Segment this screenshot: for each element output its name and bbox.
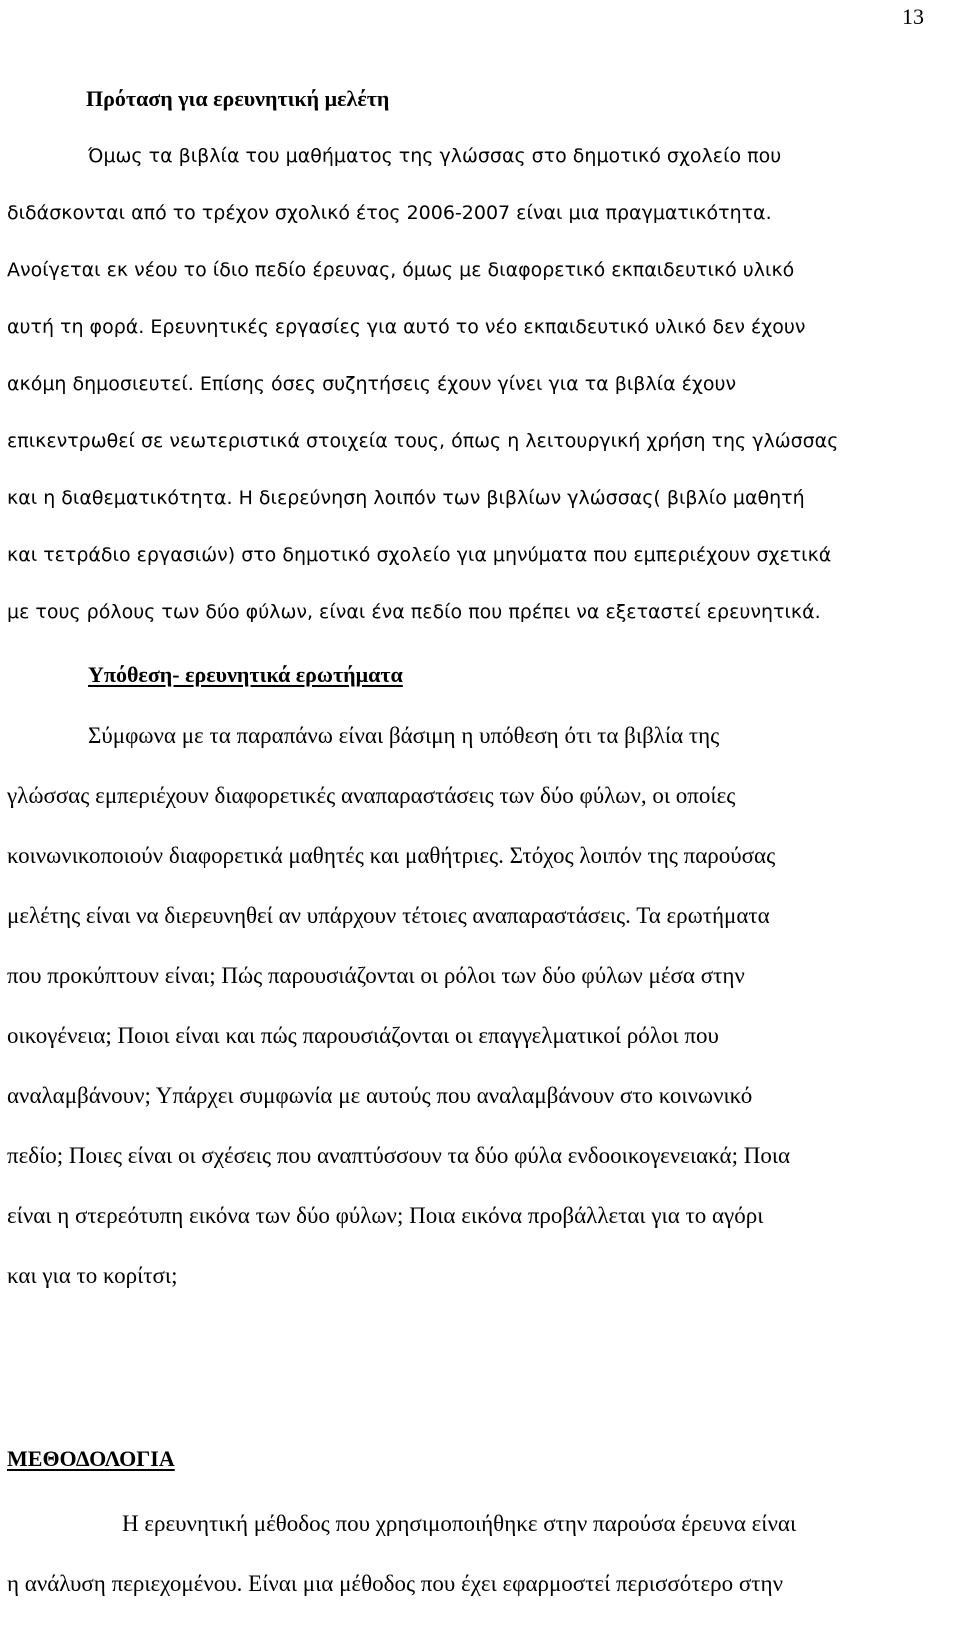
page-number: 13 [902, 4, 924, 29]
paragraph-line: ακόμη δημοσιευτεί. Επίσης όσες συζητήσεις έχουν γίνει για τα βιβλία έχουν [7, 373, 737, 395]
paragraph-line: Όμως τα βιβλία του μαθήματος της γλώσσας στο δημοτικό σχολείο που [88, 145, 782, 167]
paragraph-line: και τετράδιο εργασιών) στο δημοτικό σχολείο για μηνύματα που εμπεριέχουν σχετικά [7, 544, 832, 566]
paragraph-line: διδάσκονται από το τρέχον σχολικό έτος 2006-2007 είναι μια πραγματικότητα. [7, 202, 772, 224]
paragraph-line: που προκύπτουν είναι; Πώς παρουσιάζονται οι ρόλοι των δύο φύλων μέσα στην [7, 963, 745, 988]
paragraph-line: και η διαθεματικότητα. Η διερεύνηση λοιπόν των βιβλίων γλώσσας( βιβλίο μαθητή [7, 487, 805, 509]
paragraph-line: Η ερευνητική μέθοδος που χρησιμοποιήθηκε στην παρούσα έρευνα είναι [122, 1511, 797, 1536]
paragraph-line: αυτή τη φορά. Ερευνητικές εργασίες για αυτό το νέο εκπαιδευτικό υλικό δεν έχουν [7, 316, 806, 338]
section-heading-research-proposal: Πρόταση για ερευνητική μελέτη [86, 86, 390, 111]
paragraph-line: η ανάλυση περιεχομένου. Είναι μια μέθοδος που έχει εφαρμοστεί περισσότερο στην [7, 1571, 783, 1596]
paragraph-line: αναλαμβάνουν; Υπάρχει συμφωνία με αυτούς που αναλαμβάνουν στο κοινωνικό [7, 1083, 753, 1108]
paragraph-line: επικεντρωθεί σε νεωτεριστικά στοιχεία τους, όπως η λειτουργική χρήση της γλώσσας [7, 430, 839, 452]
section-heading-methodology: ΜΕΘΟΔΟΛΟΓΙΑ [7, 1446, 175, 1471]
paragraph-line: Σύμφωνα με τα παραπάνω είναι βάσιμη η υπόθεση ότι τα βιβλία της [88, 723, 720, 748]
paragraph-line: με τους ρόλους των δύο φύλων, είναι ένα πεδίο που πρέπει να εξεταστεί ερευνητικά. [7, 601, 821, 623]
paragraph-line: πεδίο; Ποιες είναι οι σχέσεις που αναπτύσσουν τα δύο φύλα ενδοοικογενειακά; Ποια [7, 1143, 791, 1168]
paragraph-line: κοινωνικοποιούν διαφορετικά μαθητές και μαθήτριες. Στόχος λοιπόν της παρούσας [7, 843, 776, 868]
section-heading-hypothesis: Υπόθεση- ερευνητικά ερωτήματα [88, 662, 403, 687]
paragraph-line: Ανοίγεται εκ νέου το ίδιο πεδίο έρευνας, όμως με διαφορετικό εκπαιδευτικό υλικό [7, 259, 795, 281]
paragraph-line: οικογένεια; Ποιοι είναι και πώς παρουσιάζονται οι επαγγελματικοί ρόλοι που [7, 1023, 719, 1048]
paragraph-line: γλώσσας εμπεριέχουν διαφορετικές αναπαραστάσεις των δύο φύλων, οι οποίες [7, 783, 736, 808]
paragraph-line: είναι η στερεότυπη εικόνα των δύο φύλων; Ποια εικόνα προβάλλεται για το αγόρι [7, 1203, 764, 1228]
paragraph-line: μελέτης είναι να διερευνηθεί αν υπάρχουν τέτοιες αναπαραστάσεις. Τα ερωτήματα [7, 903, 770, 928]
paragraph-line: και για το κορίτσι; [7, 1263, 178, 1288]
